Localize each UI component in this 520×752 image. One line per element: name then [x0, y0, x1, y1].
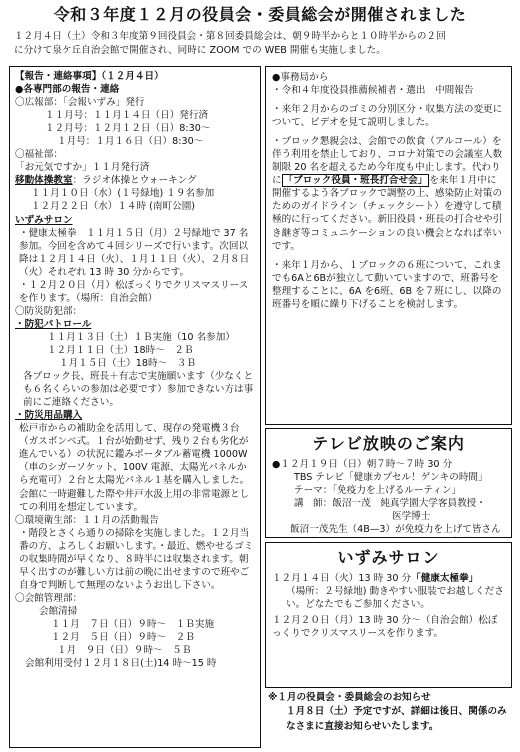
salon-xmas: ・１２月２０日（月）松ぼっくりでクリスマスリースを作ります。（場所：自治会館）: [19, 279, 249, 304]
office-item: ・令和４年度役員推薦候補者・選出 中間報告: [272, 85, 474, 97]
office-item: ・来年１月から、１ブロックの６班について、これまでも6Aと6Bが独立して動いていますので、班番号を整理することに、6A を6班、6B を７班にし、以降の班番号を順に繰り下げることを検討します。: [272, 259, 502, 310]
note-head: ※１月の役員会・委員総会のお知らせ: [268, 692, 431, 703]
kaikan-head: 〇会館管理部：: [15, 592, 83, 604]
kouhou-line: １２月号：１２月１２日（日）8:30～: [45, 123, 211, 135]
salon-text: ・健康太極拳 １１月１５日（月）２号緑地で 37 名参加。今回を含めて４回シリーズで行います。次回以降は１２月１４日（火）、１月１１日（火）、２月８日（火）それぞれ 13 時 30 分からです。: [19, 227, 250, 278]
fukushi-head: 〇福祉部：: [15, 149, 63, 161]
kaikan-line: １１月 ７日（日）９時～ １Ｂ実施: [51, 618, 215, 630]
tv-box: [265, 428, 512, 538]
salon-label: いずみサロン: [15, 214, 73, 226]
tv-date: ●１２月１９日（日）朝７時～７時 30 分: [272, 458, 453, 470]
kaikan-sub: 会館清掃: [39, 605, 78, 617]
tv-theme: テーマ：「免疫力を上げるルーティン」: [294, 484, 462, 496]
taiso-text: ：ラジオ体操とウォーキング: [72, 175, 197, 187]
kankyo-head: 〇環境衛生部：１１月の活動報告: [15, 514, 159, 526]
patrol-note: 各ブロック長、班長＋有志で実施願います（少なくとも６名くらいの参加は必要です）参加できない方は事前にご連絡ください。: [23, 371, 254, 409]
intro-line: １２月４日（土）令和３年度第９回役員会・第８回委員総会は、朝９時半からと１０時半からの２回: [14, 31, 446, 42]
tv-channel: TBS テレビ「健康カプセル！ゲンキの時間」: [294, 471, 488, 483]
next-meeting-note: [268, 691, 512, 734]
taiso-line: １１月１０日（水）(１号緑地) １９名参加: [31, 188, 215, 200]
patrol-label: ・防犯パトロール: [15, 318, 92, 330]
ogenki-text: 「お元気ですか」１１月発行済: [15, 162, 150, 174]
bouhan-head: 〇防災防犯部：: [15, 305, 83, 317]
section-head: ●各専門部の報告・連絡: [15, 84, 120, 96]
page-title: 令和３年度１２月の役員会・委員総会が開催されました: [53, 5, 467, 24]
kouhou-head: 〇広報部：「会報いずみ」発行: [15, 97, 145, 109]
kouhou-line: １月号：１月１６日（日）8:30～: [57, 136, 204, 148]
intro-line: に分けて泉ケ丘自治会館で開催され、同時に ZOOM での WEB 開催も実施しました。: [14, 45, 386, 57]
intro: [14, 30, 508, 59]
kaikan-line: １月 ９日（日）９時～ ５Ｂ: [57, 645, 192, 657]
taiso-label: 移動体操教室: [15, 175, 73, 187]
patrol-line: １１月１３日（土）１Ｂ実施（10 名参加）: [47, 331, 235, 343]
report-header: 【報告・連絡事項】（１２月４日）: [15, 71, 164, 82]
izumi-box: [265, 542, 512, 688]
goods-text: 松戸市からの補助金を活用して、現存の発電機３台（ガスボンベ式。１台が始動せず、残り２台も劣化が進んでいる）の状況に鑑みポータブル蓄電機 1000W（車のシガーソケット、100V 電源、太陽光パネルから充電可）２台と太陽光パネル１基を購入しました。会館に一時避難した際や井戸水汲上用の非常電源としての利用を想定しています。: [19, 423, 250, 513]
kaikan-last: 会館利用受付１２月１８日(土)14 時～15 時: [25, 658, 217, 670]
tv-lecturer2: 医学博士: [392, 510, 431, 522]
izumi-title: いずみサロン: [337, 548, 440, 567]
kankyo-text: ・階段とさくら通りの掃除を実施しました。１２月当番の方、よろしくお願いします。・最近、燃やせるゴミの収集時間が早くなり、８時半には収集されます。朝早く出すのが難しい方は前の晩に出せますので班やご自身で判断して無理のないようお出し下さい。: [19, 527, 254, 591]
patrol-line: １月１５日（土）18時～ ３Ｂ: [59, 358, 196, 370]
note-text: １月８日（土）予定ですが、詳細は後日、関係のみなさまに直接お知らせいたします。: [286, 706, 507, 732]
block-highlight: 「ブロック役員・班長打合せ会」: [283, 175, 428, 187]
office-item: ・来年２月からのゴミの分別区分・収集方法の変更について、ビデオを見て説明しました。: [272, 104, 503, 129]
kouhou-line: １１月号：１１月１４日（日）発行済: [45, 110, 209, 122]
block-rest: を来年１月中に開催するよう各ブロックで調整の上、感染防止対策のためのガイドライン（チェックシート）を遵守して積極的に行ってください。新旧役員・班長の打合せや引き継ぎ等コミュニケーションの良い機会となれば幸いです。: [272, 175, 503, 252]
tv-lecturer: 講 師：飯沼一茂 純真学園大学客員教授・: [294, 497, 486, 509]
office-item: ・ブロック懇親会は、会館での飲食（アルコール）を伴う利用を禁止しており、コロナ対策での会議室人数制限 20 名を超えるため今年度も中止します。代わりに: [272, 136, 503, 187]
goods-label: ・防災用品購入: [15, 410, 83, 422]
izumi-l1: １２月１４日（火）13 時 30 分: [272, 572, 412, 584]
office-head: ●事務局から: [272, 72, 329, 83]
report-box: [9, 66, 261, 748]
izumi-l2: １２月２０日（月）13 時 30 分～（自治会館）松ぼっくりでクリスマスリースを作ります。: [272, 614, 498, 639]
izumi-highlight: 「健康太極拳」: [411, 572, 479, 584]
izumi-l1b: （場所：２号緑地) 動きやすい服装でお越しください。どなたでもご参加ください。: [286, 585, 504, 610]
tv-body: 飯沼一茂先生（4B—3）が免疫力を上げて皆さん: [290, 523, 501, 535]
kaikan-line: １２月 ５日（日）９時～ ２Ｂ: [51, 632, 195, 644]
tv-title: テレビ放映のご案内: [312, 434, 465, 453]
patrol-line: １２月１１日（土）18時～ ２Ｂ: [47, 344, 194, 356]
office-box: [265, 66, 512, 425]
taiso-line: １２月２２日（水）１４時 (南町公園): [31, 201, 196, 213]
